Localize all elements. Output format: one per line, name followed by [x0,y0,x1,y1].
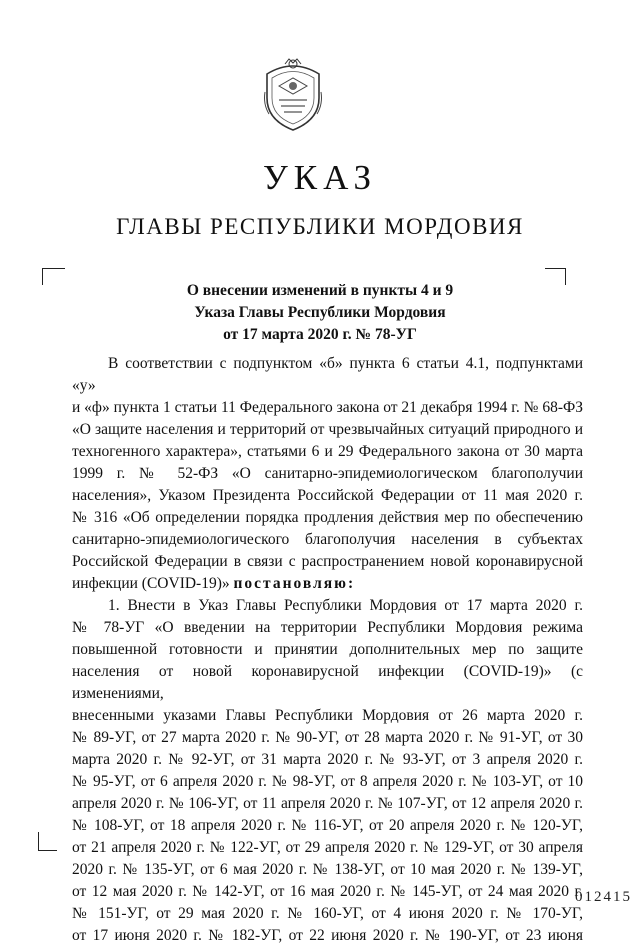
heading-line: О внесении изменений в пункты 4 и 9 [186,282,454,299]
document-title: УКАЗ [262,158,378,197]
body-line-text: инфекции (COVID-19)» [72,575,230,592]
body-line: № 151-УГ, от 29 мая 2020 г. № 160-УГ, от 4 июня 2020 г. № 170-УГ, [72,905,583,922]
body-line: населения от новой коронавирусной инфекции (COVID-19)» (с изменениями, [72,663,583,702]
heading-line: от 17 марта 2020 г. № 78-УГ [223,326,417,343]
body-line: 1999 г. № 52-ФЗ «О санитарно-эпидемиологическом благополучии [72,465,583,482]
heading-line: Указа Главы Республики Мордовия [194,304,446,321]
body-line: «О защите населения и территорий от чрезвычайных ситуаций природного и [72,421,583,438]
body-line: и «ф» пункта 1 статьи 11 Федерального закона от 21 декабря 1994 г. № 68-ФЗ [72,399,583,416]
document-serial-number: 012415 [575,889,632,905]
corner-mark-top-right [545,268,566,285]
document-subtitle: ГЛАВЫ РЕСПУБЛИКИ МОРДОВИЯ [116,214,524,239]
body-line: внесенными указами Главы Республики Мордовия от 26 марта 2020 г. [72,707,583,724]
body-line: 2020 г. № 135-УГ, от 6 мая 2020 г. № 138-УГ, от 10 мая 2020 г. № 139-УГ, [72,861,583,878]
body-line: Российской Федерации в связи с распространением новой коронавирусной [72,553,583,570]
body-line: В соответствии с подпунктом «б» пункта 6 статьи 4.1, подпунктами «у» [72,355,583,394]
body-line: от 17 июня 2020 г. № 182-УГ, от 22 июня 2020 г. № 190-УГ, от 23 июня [72,927,583,944]
body-line: № 108-УГ, от 18 апреля 2020 г. № 116-УГ, от 20 апреля 2020 г. № 120-УГ, [72,817,583,834]
body-line: № 89-УГ, от 27 марта 2020 г. № 90-УГ, от 28 марта 2020 г. № 91-УГ, от 30 [72,729,583,746]
body-line: марта 2020 г. № 92-УГ, от 31 марта 2020 г. № 93-УГ, от 3 апреля 2020 г. [72,751,583,768]
decree-body [72,353,583,947]
decree-keyword: постановляю: [233,575,356,592]
body-line-final [72,573,583,595]
corner-mark-top-left [42,268,65,285]
body-line: повышенной готовности и принятии дополнительных мер по защите [72,641,583,658]
body-line: санитарно-эпидемиологического благополучия населения в субъектах [72,531,583,548]
decree-heading [110,280,530,346]
body-line: населения», Указом Президента Российской Федерации от 11 мая 2020 г. [72,487,583,504]
coat-of-arms-icon [259,56,327,132]
body-line: № 78-УГ «О введении на территории Республики Мордовия режима [72,619,583,636]
margin-bracket [38,832,57,851]
body-line: от 21 апреля 2020 г. № 122-УГ, от 29 апреля 2020 г. № 129-УГ, от 30 апреля [72,839,583,856]
body-line: техногенного характера», статьями 6 и 29 Федерального закона от 30 марта [72,443,583,460]
body-line: № 95-УГ, от 6 апреля 2020 г. № 98-УГ, от 8 апреля 2020 г. № 103-УГ, от 10 [72,773,583,790]
body-line: 1. Внести в Указ Главы Республики Мордовия от 17 марта 2020 г. [108,597,583,614]
body-line: от 12 мая 2020 г. № 142-УГ, от 16 мая 2020 г. № 145-УГ, от 24 мая 2020 г. [72,883,583,900]
body-line: № 316 «Об определении порядка продления действия мер по обеспечению [72,509,583,526]
body-line: апреля 2020 г. № 106-УГ, от 11 апреля 2020 г. № 107-УГ, от 12 апреля 2020 г. [72,795,583,812]
